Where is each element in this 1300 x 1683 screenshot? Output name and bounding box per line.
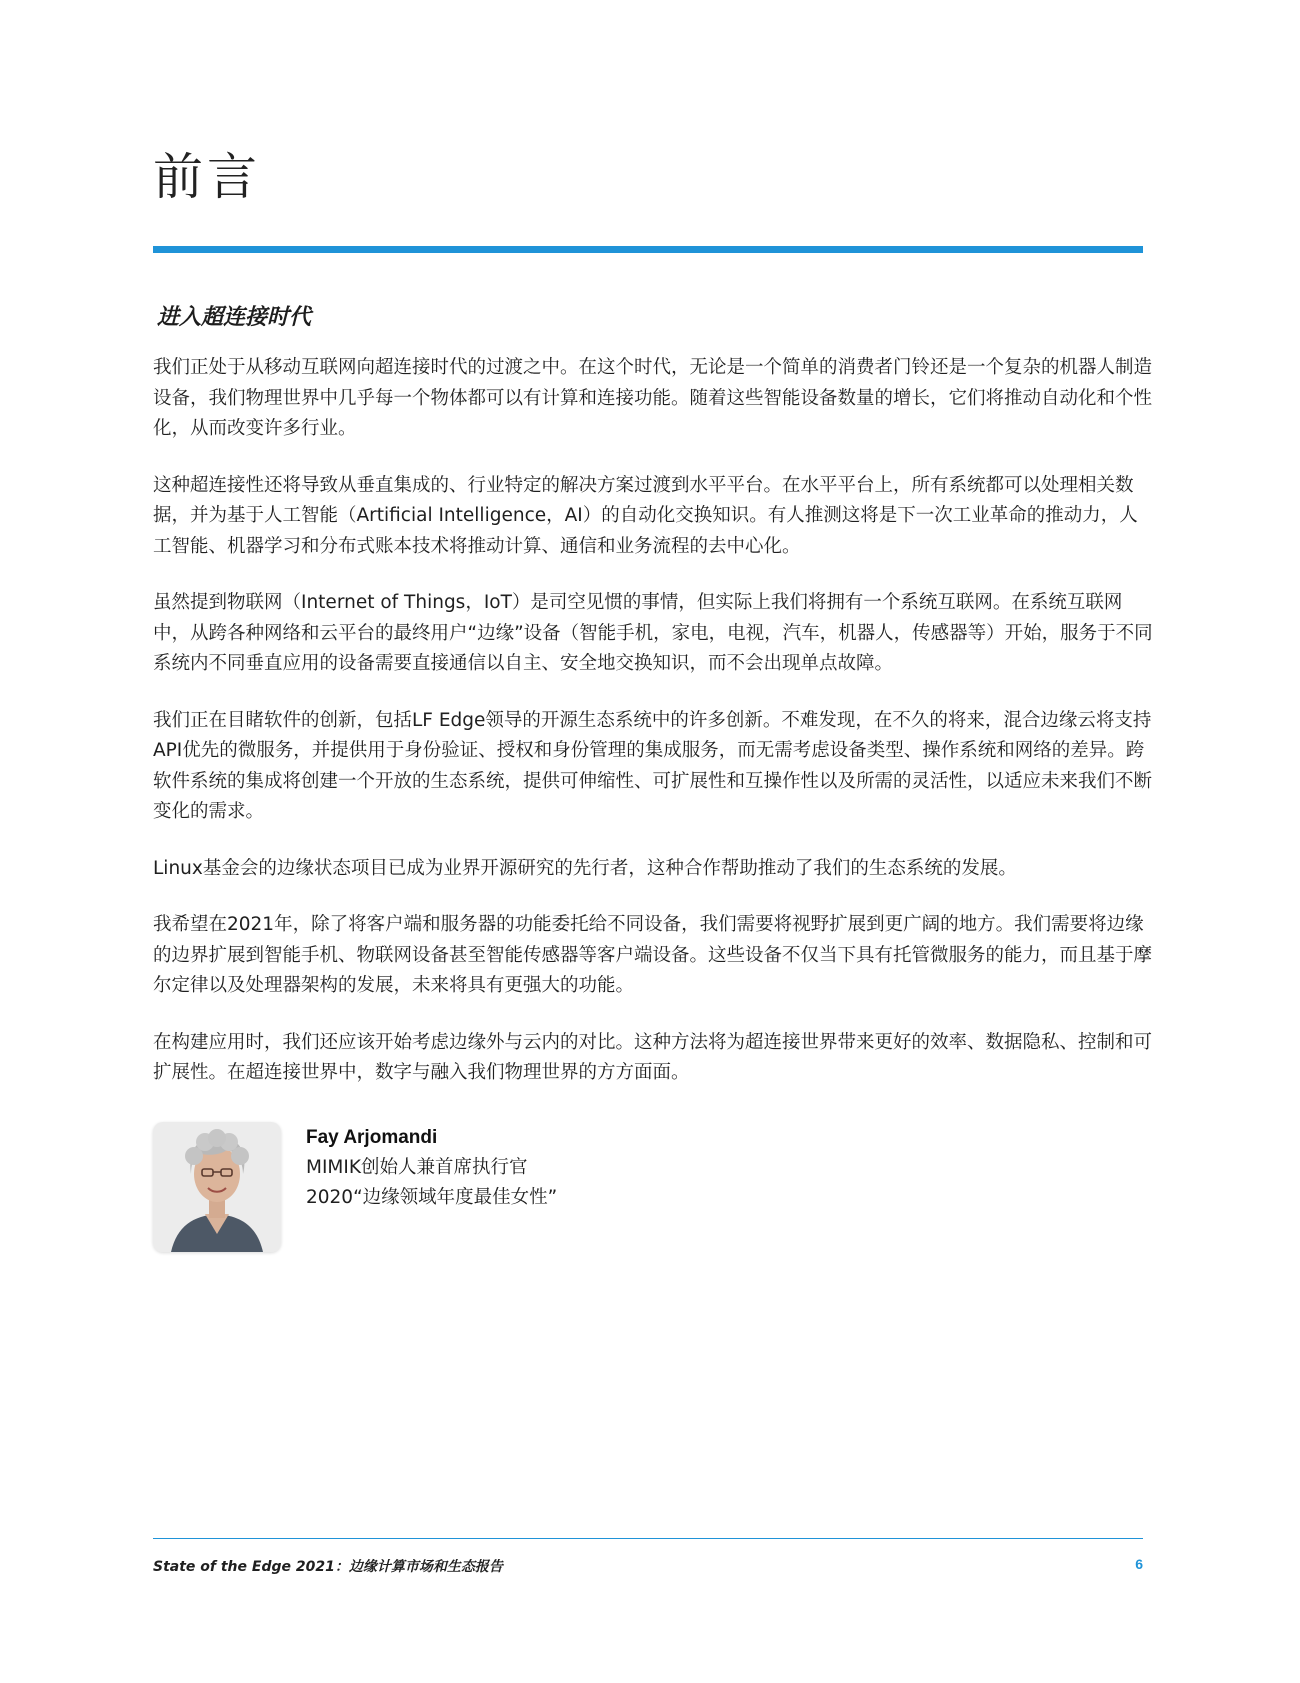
author-name: Fay Arjomandi (306, 1127, 438, 1148)
author-portrait-icon (153, 1122, 281, 1252)
page-number: 6 (1135, 1556, 1143, 1572)
author-award: 2020“边缘领域年度最佳女性” (306, 1187, 558, 1208)
page-title: 前言 (153, 148, 261, 206)
author-photo (153, 1122, 281, 1252)
paragraph-7: 在构建应用时，我们还应该开始考虑边缘外与云内的对比。这种方法将为超连接世界带来更好的效率、数据隐私、控制和可扩展性。在超连接世界中，数字与融入我们物理世界的方方面面。 (153, 1031, 1153, 1083)
title-divider (153, 246, 1143, 253)
paragraph-3: 虽然提到物联网（Internet of Things，IoT）是司空见惯的事情，但实际上我们将拥有一个系统互联网。在系统互联网中，从跨各种网络和云平台的最终用户“边缘”设备（智能手机，家电，电视，汽车，机器人，传感器等）开始，服务于不同系统内不同垂直应用的设备需要直接通信以自主、安全地交换知识，而不会出现单点故障。 (153, 592, 1153, 674)
author-block (153, 1122, 753, 1257)
author-role: MIMIK创始人兼首席执行官 (306, 1157, 528, 1178)
footer-divider (153, 1538, 1143, 1539)
footer-title: State of the Edge 2021：边缘计算市场和生态报告 (153, 1559, 503, 1575)
section-heading: 进入超连接时代 (157, 305, 312, 330)
paragraph-5: Linux基金会的边缘状态项目已成为业界开源研究的先行者，这种合作帮助推动了我们的生态系统的发展。 (153, 857, 1017, 879)
paragraph-1: 我们正处于从移动互联网向超连接时代的过渡之中。在这个时代，无论是一个简单的消费者门铃还是一个复杂的机器人制造设备，我们物理世界中几乎每一个物体都可以有计算和连接功能。随着这些智能设备数量的增长，它们将推动自动化和个性化，从而改变许多行业。 (153, 357, 1153, 439)
body-text (153, 353, 1153, 1115)
paragraph-4: 我们正在目睹软件的创新，包括LF Edge领导的开源生态系统中的许多创新。不难发现，在不久的将来，混合边缘云将支持API优先的微服务，并提供用于身份验证、授权和身份管理的集成服务，而无需考虑设备类型、操作系统和网络的差异。跨软件系统的集成将创建一个开放的生态系统，提供可伸缩性、可扩展性和互操作性以及所需的灵活性，以适应未来我们不断变化的需求。 (153, 709, 1153, 822)
paragraph-2: 这种超连接性还将导致从垂直集成的、行业特定的解决方案过渡到水平平台。在水平平台上，所有系统都可以处理相关数据，并为基于人工智能（Artificial Intelligence，AI）的自动化交换知识。有人推测这将是下一次工业革命的推动力，人工智能、机器学习和分布式账本技术将推动计算、通信和业务流程的去中心化。 (153, 474, 1138, 557)
paragraph-6: 我希望在2021年，除了将客户端和服务器的功能委托给不同设备，我们需要将视野扩展到更广阔的地方。我们需要将边缘的边界扩展到智能手机、物联网设备甚至智能传感器等客户端设备。这些设备不仅当下具有托管微服务的能力，而且基于摩尔定律以及处理器架构的发展，未来将具有更强大的功能。 (153, 914, 1153, 996)
